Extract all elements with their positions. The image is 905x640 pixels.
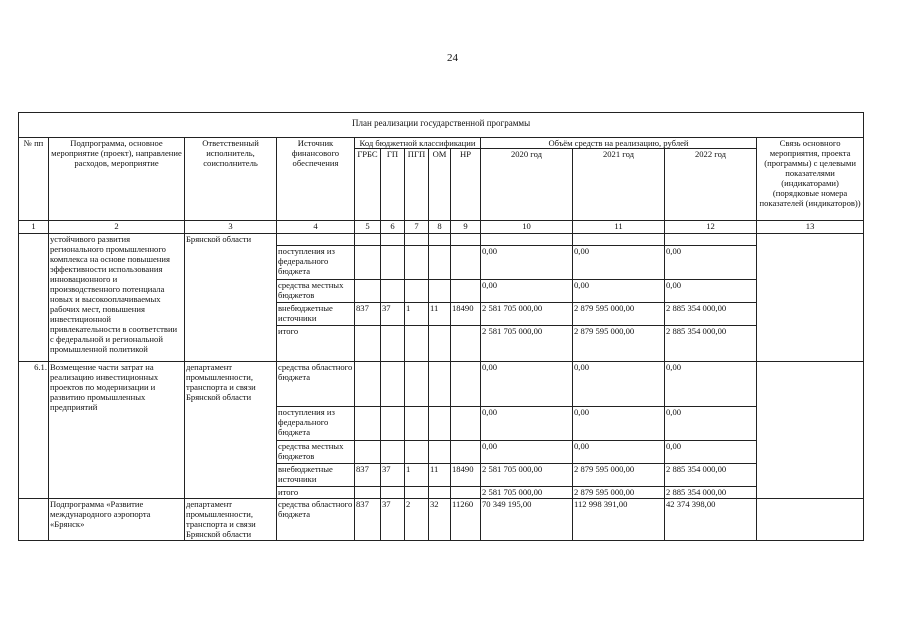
om-cell — [429, 280, 451, 303]
amount-2020-cell: 0,00 — [481, 407, 573, 441]
grbs-cell — [355, 487, 381, 499]
om-cell — [429, 487, 451, 499]
amount-2022-cell: 2 885 354 000,00 — [665, 487, 757, 499]
col-number: 9 — [451, 221, 481, 234]
pgp-cell — [405, 326, 429, 362]
pgp-cell — [405, 234, 429, 246]
gp-cell — [381, 246, 405, 280]
header-nr: НР — [451, 149, 481, 221]
col-number: 7 — [405, 221, 429, 234]
col-number: 5 — [355, 221, 381, 234]
row-responsible-cell: департамент промышленности, транспорта и связи Брянской области — [185, 362, 277, 499]
om-cell — [429, 234, 451, 246]
col-number: 6 — [381, 221, 405, 234]
source-cell: средства областного бюджета — [277, 499, 355, 541]
row-num-cell: 6.1. — [19, 362, 49, 499]
header-source: Источник финансового обеспечения — [277, 138, 355, 221]
amount-2022-cell: 0,00 — [665, 407, 757, 441]
plan-table — [18, 112, 864, 541]
nr-cell — [451, 441, 481, 464]
nr-cell: 11260 — [451, 499, 481, 541]
amount-2021-cell: 0,00 — [573, 441, 665, 464]
pgp-cell — [405, 246, 429, 280]
grbs-cell — [355, 280, 381, 303]
amount-2020-cell: 0,00 — [481, 441, 573, 464]
col-number: 12 — [665, 221, 757, 234]
link-cell — [757, 499, 864, 541]
amount-2021-cell: 2 879 595 000,00 — [573, 487, 665, 499]
grbs-cell: 837 — [355, 464, 381, 487]
source-cell: средства местных бюджетов — [277, 280, 355, 303]
grbs-cell: 837 — [355, 303, 381, 326]
amount-2022-cell: 0,00 — [665, 246, 757, 280]
amount-2020-cell: 2 581 705 000,00 — [481, 326, 573, 362]
row-name-cell: устойчивого развития регионального промышленного комплекса на основе повышения эффективности использования инновационного и производственного потенциала новых и высокооплачиваемых рабочих мест, повышения инвестиционной привлекательности в соответствии с федеральной и региональной промышленной политикой — [49, 234, 185, 362]
source-cell: внебюджетные источники — [277, 303, 355, 326]
col-number: 13 — [757, 221, 864, 234]
col-number: 11 — [573, 221, 665, 234]
col-number: 8 — [429, 221, 451, 234]
header-2021: 2021 год — [573, 149, 665, 221]
header-grbs: ГРБС — [355, 149, 381, 221]
nr-cell — [451, 362, 481, 407]
gp-cell — [381, 407, 405, 441]
om-cell: 32 — [429, 499, 451, 541]
row-responsible-cell: департамент промышленности, транспорта и связи Брянской области — [185, 499, 277, 541]
page-number: 24 — [447, 52, 458, 64]
pgp-cell: 1 — [405, 464, 429, 487]
column-number-row — [19, 221, 864, 234]
grbs-cell — [355, 441, 381, 464]
gp-cell — [381, 326, 405, 362]
om-cell: 11 — [429, 464, 451, 487]
grbs-cell — [355, 234, 381, 246]
pgp-cell: 1 — [405, 303, 429, 326]
grbs-cell — [355, 246, 381, 280]
source-cell — [277, 234, 355, 246]
amount-2022-cell: 0,00 — [665, 362, 757, 407]
amount-2021-cell: 2 879 595 000,00 — [573, 326, 665, 362]
header-budget-code: Код бюджетной классификации — [355, 138, 481, 149]
row-num-cell — [19, 234, 49, 362]
table-row — [19, 499, 864, 541]
amount-2022-cell: 2 885 354 000,00 — [665, 303, 757, 326]
gp-cell: 37 — [381, 464, 405, 487]
col-number: 3 — [185, 221, 277, 234]
nr-cell: 18490 — [451, 303, 481, 326]
amount-2021-cell: 0,00 — [573, 407, 665, 441]
source-cell: средства областного бюджета — [277, 362, 355, 407]
grbs-cell: 837 — [355, 499, 381, 541]
amount-2020-cell: 70 349 195,00 — [481, 499, 573, 541]
amount-2021-cell: 0,00 — [573, 362, 665, 407]
amount-2022-cell: 2 885 354 000,00 — [665, 464, 757, 487]
nr-cell — [451, 487, 481, 499]
gp-cell — [381, 280, 405, 303]
amount-2021-cell: 0,00 — [573, 280, 665, 303]
om-cell — [429, 326, 451, 362]
om-cell — [429, 246, 451, 280]
nr-cell: 18490 — [451, 464, 481, 487]
header-num: № пп — [19, 138, 49, 221]
col-number: 4 — [277, 221, 355, 234]
source-cell: поступления из федерального бюджета — [277, 407, 355, 441]
amount-2020-cell: 0,00 — [481, 280, 573, 303]
grbs-cell — [355, 407, 381, 441]
om-cell: 11 — [429, 303, 451, 326]
nr-cell — [451, 326, 481, 362]
amount-2022-cell: 42 374 398,00 — [665, 499, 757, 541]
amount-2020-cell: 2 581 705 000,00 — [481, 464, 573, 487]
row-name-cell: Подпрограмма «Развитие международного аэропорта «Брянск» — [49, 499, 185, 541]
pgp-cell — [405, 280, 429, 303]
grbs-cell — [355, 362, 381, 407]
row-name-cell: Возмещение части затрат на реализацию инвестиционных проектов по модернизации и развитию промышленных предприятий — [49, 362, 185, 499]
header-responsible: Ответственный исполнитель, соисполнитель — [185, 138, 277, 221]
col-number: 2 — [49, 221, 185, 234]
source-cell: поступления из федерального бюджета — [277, 246, 355, 280]
gp-cell: 37 — [381, 499, 405, 541]
amount-2022-cell: 0,00 — [665, 441, 757, 464]
nr-cell — [451, 234, 481, 246]
gp-cell — [381, 234, 405, 246]
om-cell — [429, 362, 451, 407]
link-cell — [757, 362, 864, 499]
table-row — [19, 234, 864, 246]
source-cell: итого — [277, 326, 355, 362]
om-cell — [429, 441, 451, 464]
col-number: 1 — [19, 221, 49, 234]
source-cell: средства местных бюджетов — [277, 441, 355, 464]
amount-2021-cell: 2 879 595 000,00 — [573, 303, 665, 326]
gp-cell — [381, 487, 405, 499]
link-cell — [757, 234, 864, 362]
table-row — [19, 362, 864, 407]
om-cell — [429, 407, 451, 441]
gp-cell — [381, 441, 405, 464]
row-responsible-cell: Брянской области — [185, 234, 277, 362]
header-2022: 2022 год — [665, 149, 757, 221]
header-gp: ГП — [381, 149, 405, 221]
source-cell: внебюджетные источники — [277, 464, 355, 487]
amount-2020-cell — [481, 234, 573, 246]
header-amount: Объём средств на реализацию, рублей — [481, 138, 757, 149]
header-2020: 2020 год — [481, 149, 573, 221]
nr-cell — [451, 407, 481, 441]
nr-cell — [451, 280, 481, 303]
header-om: ОМ — [429, 149, 451, 221]
pgp-cell — [405, 487, 429, 499]
amount-2020-cell: 2 581 705 000,00 — [481, 487, 573, 499]
amount-2020-cell: 0,00 — [481, 246, 573, 280]
amount-2022-cell: 2 885 354 000,00 — [665, 326, 757, 362]
gp-cell — [381, 362, 405, 407]
grbs-cell — [355, 326, 381, 362]
amount-2022-cell: 0,00 — [665, 280, 757, 303]
header-name: Подпрограмма, основное мероприятие (проект), направление расходов, мероприятие — [49, 138, 185, 221]
gp-cell: 37 — [381, 303, 405, 326]
amount-2021-cell: 0,00 — [573, 246, 665, 280]
row-num-cell — [19, 499, 49, 541]
amount-2022-cell — [665, 234, 757, 246]
pgp-cell — [405, 441, 429, 464]
header-link: Связь основного мероприятия, проекта (программы) с целевыми показателями (индикаторами) (порядковые номера показателей (индикаторов)) — [757, 138, 864, 221]
pgp-cell: 2 — [405, 499, 429, 541]
source-cell: итого — [277, 487, 355, 499]
amount-2021-cell: 2 879 595 000,00 — [573, 464, 665, 487]
header-pgp: ПГП — [405, 149, 429, 221]
amount-2020-cell: 2 581 705 000,00 — [481, 303, 573, 326]
amount-2020-cell: 0,00 — [481, 362, 573, 407]
pgp-cell — [405, 407, 429, 441]
col-number: 10 — [481, 221, 573, 234]
pgp-cell — [405, 362, 429, 407]
amount-2021-cell: 112 998 391,00 — [573, 499, 665, 541]
table-title: План реализации государственной программы — [19, 113, 864, 138]
amount-2021-cell — [573, 234, 665, 246]
nr-cell — [451, 246, 481, 280]
